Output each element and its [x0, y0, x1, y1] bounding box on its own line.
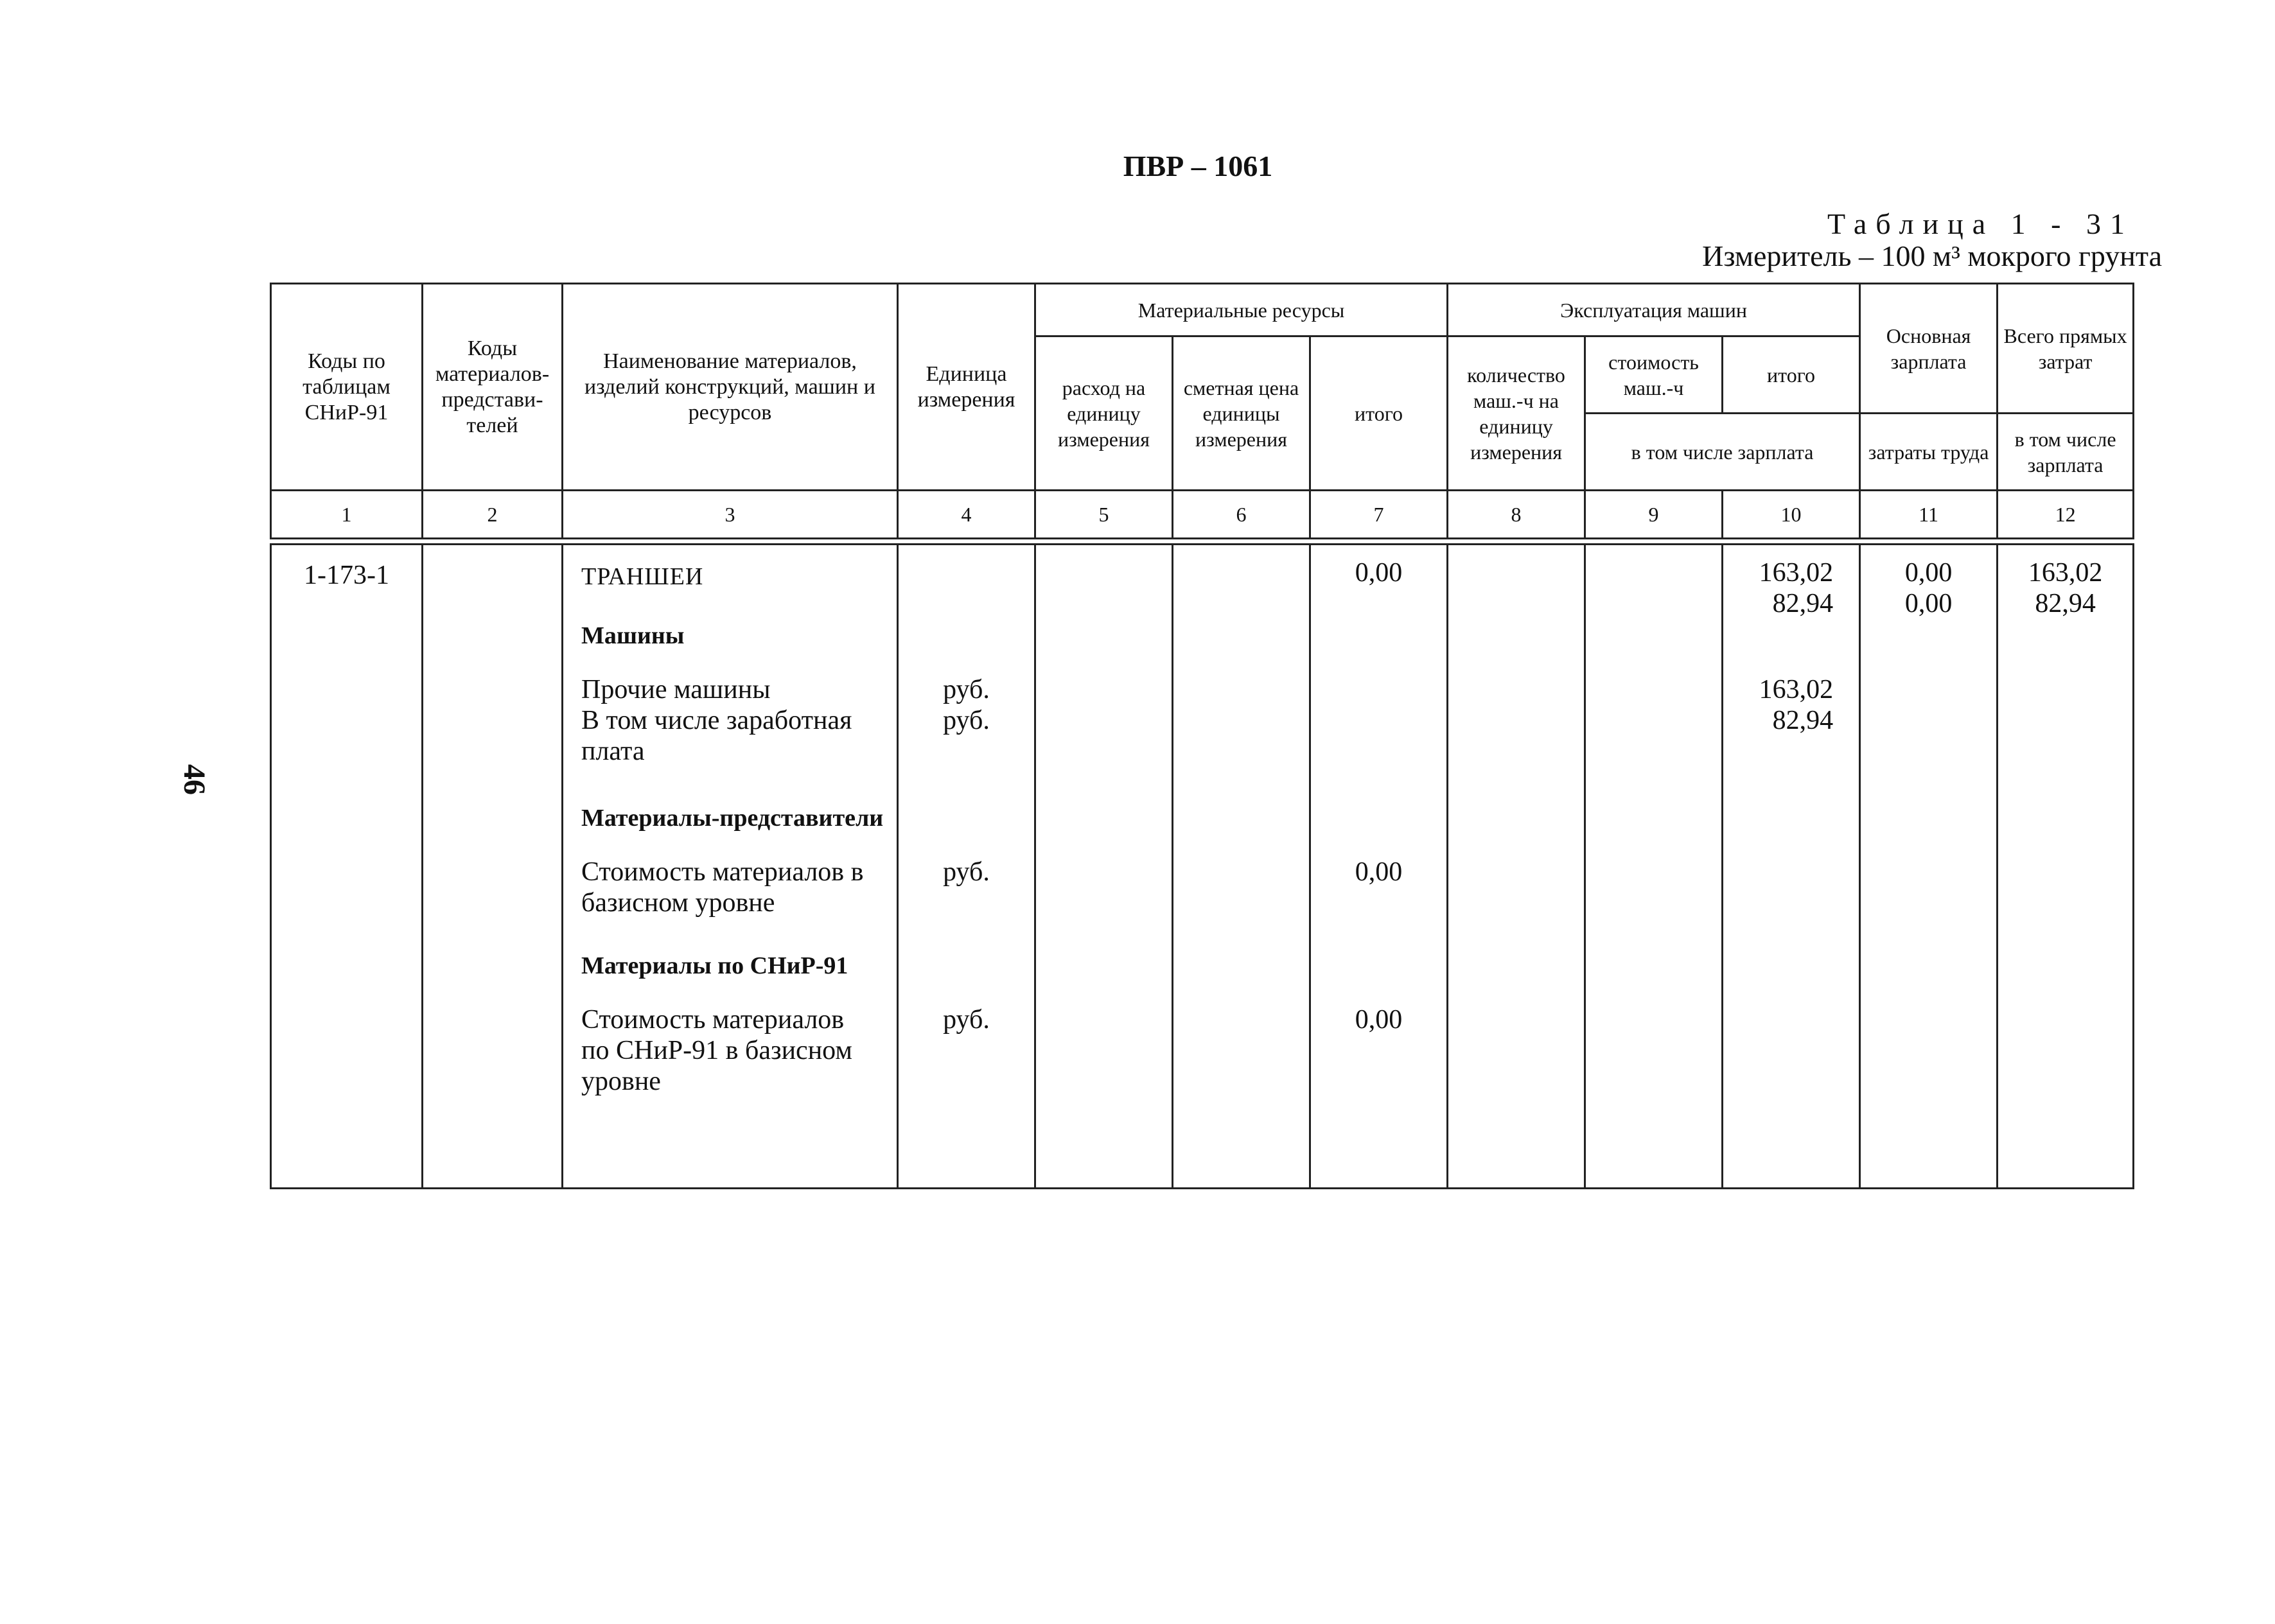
column-number: 1	[271, 491, 423, 539]
header-basic-wage: Основная зарплата	[1860, 284, 1998, 414]
column-number: 3	[563, 491, 898, 539]
column-number: 8	[1448, 491, 1585, 539]
machine-total-value: 163,02	[1759, 558, 1834, 588]
column-number-row	[271, 491, 2134, 539]
document-code: ПВР – 1061	[1123, 150, 1273, 182]
machine-total-value: 82,94	[1772, 706, 1834, 735]
header-material-resources: Материальные ресурсы	[1035, 284, 1448, 336]
header-machine-hours: количество маш.-ч на единицу измерения	[1448, 336, 1585, 491]
including-wage-label-2: плата	[581, 737, 645, 766]
header-machine-hour-cost: стоимость маш.-ч	[1585, 336, 1723, 414]
header-labor-costs: затраты труда	[1860, 414, 1998, 491]
header-total-direct: Всего прямых затрат	[1998, 284, 2134, 414]
column-number: 4	[898, 491, 1035, 539]
section-snip-materials: Материалы по СНиР-91	[581, 952, 848, 979]
section-representative-materials: Материалы-представители	[581, 805, 884, 832]
material-total-value: 0,00	[1355, 1005, 1403, 1035]
column-number: 5	[1035, 491, 1173, 539]
header-codes-snip: Коды по таблицам СНиР-91	[271, 284, 423, 491]
snip-cost-label-2: по СНиР-91 в базисном	[581, 1036, 852, 1065]
header-codes-rep: Коды материалов-представи-телей	[423, 284, 563, 491]
page-number: 46	[177, 764, 211, 795]
resource-table	[270, 283, 2134, 1189]
material-cost-label-2: базисном уровне	[581, 888, 775, 918]
snip-cost-label-3: уровне	[581, 1067, 661, 1096]
column-number: 7	[1310, 491, 1448, 539]
column-number: 9	[1585, 491, 1723, 539]
table-row	[271, 545, 2134, 1189]
row-title: ТРАНШЕИ	[581, 563, 704, 590]
measure-unit: Измеритель – 100 м³ мокрого грунта	[1702, 240, 2162, 272]
machine-total-value: 163,02	[1759, 675, 1834, 704]
material-total-value: 0,00	[1355, 857, 1403, 887]
header-direct-including-wage: в том числе зарплата	[1998, 414, 2134, 491]
column-number: 6	[1173, 491, 1310, 539]
row-code: 1-173-1	[304, 561, 389, 590]
basic-wage-value: 0,00	[1904, 558, 1953, 588]
header-consumption: расход на единицу измерения	[1035, 336, 1173, 491]
column-number: 2	[423, 491, 563, 539]
header-machine-total: итого	[1723, 336, 1860, 414]
unit-value: руб.	[943, 706, 990, 735]
other-machines-label: Прочие машины	[581, 675, 771, 704]
header-machine-operation: Эксплуатация машин	[1448, 284, 1860, 336]
table-label: Таблица 1 - 31	[1827, 207, 2134, 240]
basic-wage-value: 0,00	[1904, 589, 1953, 618]
unit-value: руб.	[943, 857, 990, 887]
column-number: 12	[1998, 491, 2134, 539]
material-cost-label: Стоимость материалов в	[581, 857, 864, 887]
section-machines: Машины	[581, 622, 685, 649]
column-number: 11	[1860, 491, 1998, 539]
including-wage-label: В том числе заработная	[581, 706, 852, 735]
header-material-total: итого	[1310, 336, 1448, 491]
header-name: Наименование материалов, изделий конструкций, машин и ресурсов	[563, 284, 898, 491]
column-number: 10	[1723, 491, 1860, 539]
unit-value: руб.	[943, 1005, 990, 1035]
material-total-value: 0,00	[1355, 558, 1403, 588]
header-estimated-price: сметная цена единицы измерения	[1173, 336, 1310, 491]
header-unit: Единица измерения	[898, 284, 1035, 491]
total-direct-value: 163,02	[2028, 558, 2103, 588]
snip-cost-label: Стоимость материалов	[581, 1005, 845, 1035]
unit-value: руб.	[943, 675, 990, 704]
header-including-wage: в том числе зарплата	[1585, 414, 1860, 491]
total-direct-value: 82,94	[2035, 589, 2096, 618]
machine-total-value: 82,94	[1772, 589, 1834, 618]
